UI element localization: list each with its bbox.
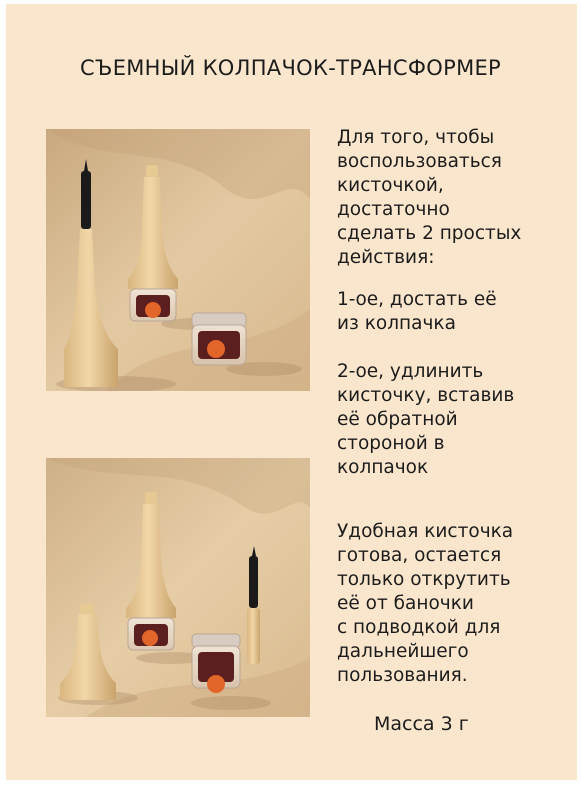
text-line: из колпачка bbox=[337, 313, 456, 334]
paragraph-intro bbox=[337, 126, 521, 270]
text-line: воспользоваться bbox=[337, 151, 502, 172]
paragraph-step-2 bbox=[337, 360, 514, 480]
text-line: 1-ое, достать её bbox=[337, 289, 497, 310]
text-line: стороной в bbox=[337, 433, 445, 454]
text-line: пользования. bbox=[337, 665, 468, 686]
text-line: готова, остается bbox=[337, 545, 502, 566]
paragraph-final bbox=[337, 520, 513, 688]
product-photo-brush-removed bbox=[46, 129, 310, 391]
product-mass: Масса 3 г bbox=[374, 713, 469, 735]
text-line: достаточно bbox=[337, 199, 450, 220]
text-line: её обратной bbox=[337, 409, 458, 430]
text-line: кисточку, вставив bbox=[337, 385, 515, 406]
page-title: СЪЕМНЫЙ КОЛПАЧОК-ТРАНСФОРМЕР bbox=[79, 56, 502, 80]
paragraph-step-1 bbox=[337, 288, 497, 336]
text-line: её от баночки bbox=[337, 593, 474, 614]
text-line: кисточкой, bbox=[337, 175, 444, 196]
product-photo-brush-extended bbox=[46, 458, 310, 717]
text-line: колпачок bbox=[337, 457, 429, 478]
text-line: дальнейшего bbox=[337, 641, 469, 662]
text-line: сделать 2 простых bbox=[337, 223, 522, 244]
text-line: действия: bbox=[337, 247, 435, 268]
text-line: только открутить bbox=[337, 569, 511, 590]
text-line: 2-ое, удлинить bbox=[337, 361, 484, 382]
text-line: Для того, чтобы bbox=[337, 127, 495, 148]
text-line: с подводкой для bbox=[337, 617, 501, 638]
text-line: Удобная кисточка bbox=[337, 521, 514, 542]
